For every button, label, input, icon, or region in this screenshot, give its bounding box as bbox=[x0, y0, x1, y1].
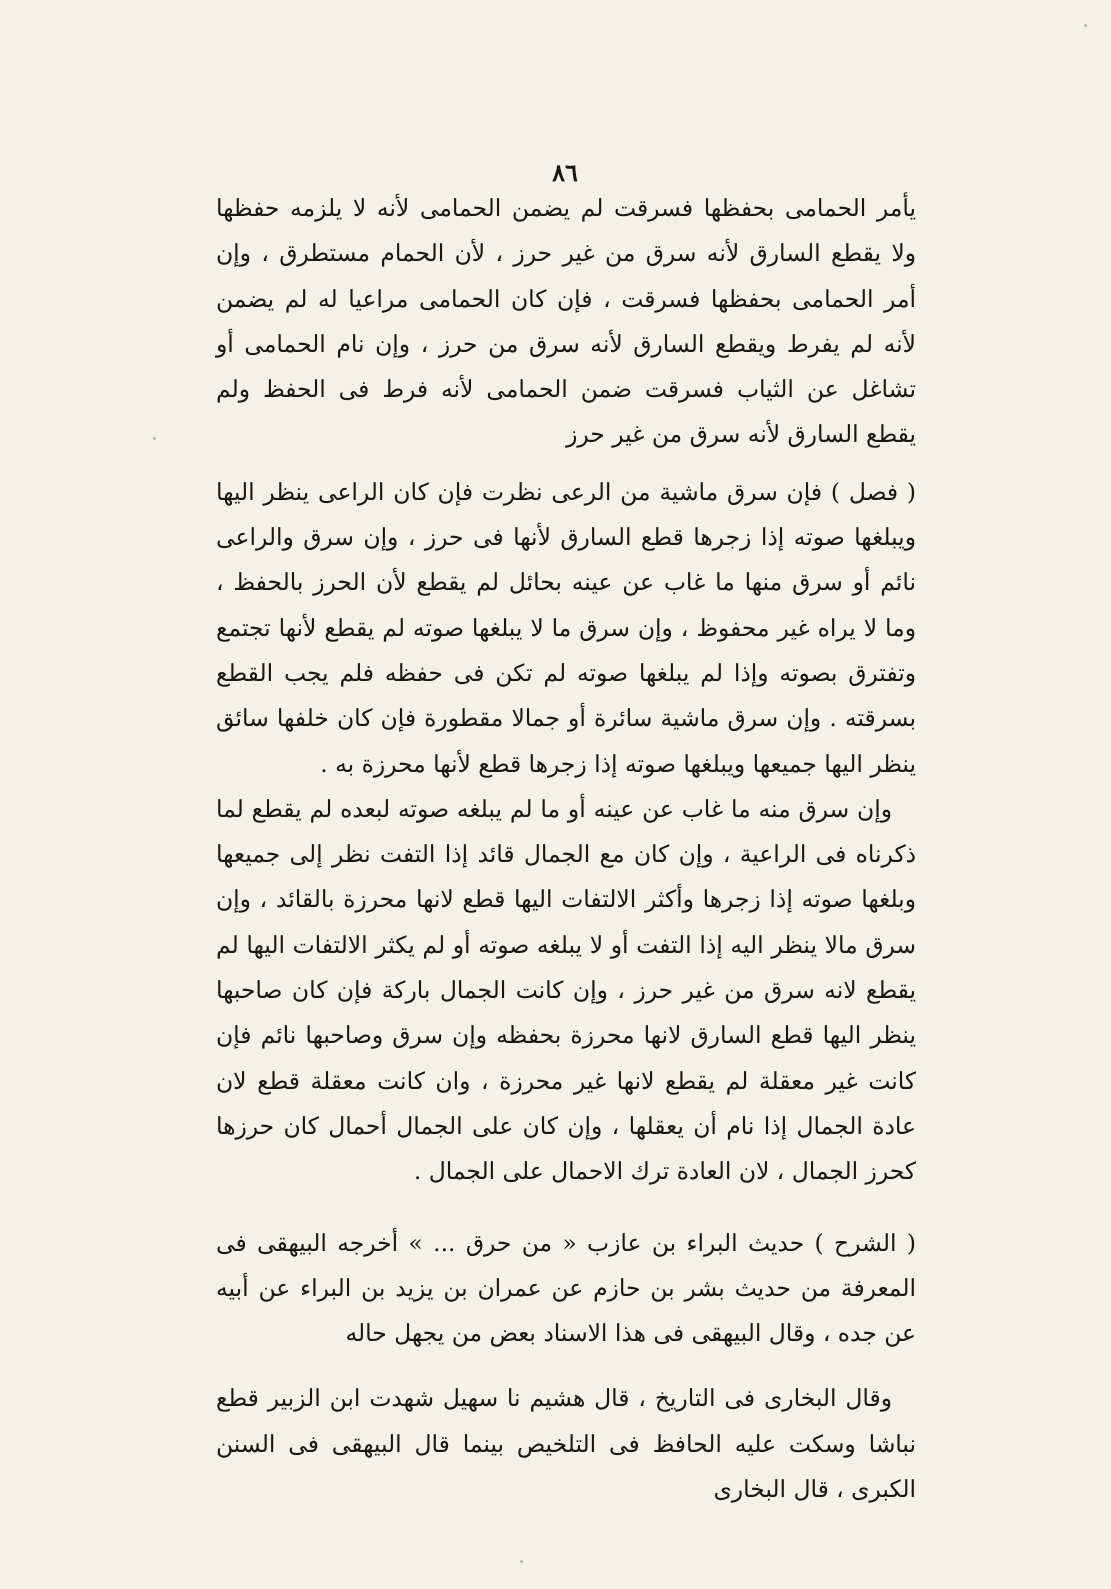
body-text bbox=[216, 186, 916, 1512]
scan-speck bbox=[520, 1560, 523, 1563]
paragraph-bukhari: وقال البخارى فى التاريخ ، قال هشيم نا سهيل شهدت ابن الزبير قطع نباشا وسكت عليه الحافظ فى التلخيص بينما قال البيهقى فى السنن الكبرى ، قال البخارى bbox=[216, 1384, 916, 1504]
scan-speck bbox=[1084, 24, 1087, 27]
paragraph-hammam: يأمر الحمامى بحفظها فسرقت لم يضمن الحمامى لأنه لا يلزمه حفظها ولا يقطع السارق لأنه سرق من غير حرز ، لأن الحمام مستطرق ، وإن أمر الحمامى بحفظها فسرقت ، فإن كان الحمامى مراعيا له لم يضمن لأنه لم يفرط ويقطع السارق لأنه سرق من حرز ، وإن نام الحمامى أو تشاغل عن الثياب فسرقت ضمن الحمامى لأنه فرط فى الحفظ ولم يقطع السارق لأنه سرق من غير حرز bbox=[216, 194, 916, 449]
page-number: ٨٦ bbox=[552, 158, 578, 187]
paragraph-camels: وإن سرق منه ما غاب عن عينه أو ما لم يبلغه صوته لبعده لم يقطع لما ذكرناه فى الراعية ، وإن كان مع الجمال قائد إذا التفت نظر إلى جميعها وبلغها صوته إذا زجرها وأكثر الالتفات اليها قطع لانها محرزة بالقائد ، وإن سرق مالا ينظر اليه إذا التفت أو لا يبلغه صوته أو لم يكثر الالتفات اليها لم يقطع لانه سرق من غير حرز ، وإن كانت الجمال باركة فإن كان صاحبها ينظر اليها قطع السارق لانها محرزة بحفظه وإن سرق وصاحبها نائم فإن كانت غير معقلة لم يقطع لانها غير محرزة ، وان كانت معقلة قطع لان عادة الجمال إذا نام أن يعقلها ، وإن كان على الجمال أحمال كان حرزها كحرز الجمال ، لان العادة ترك الاحمال على الجمال . bbox=[216, 794, 916, 1186]
scan-speck bbox=[153, 437, 156, 440]
paragraph-sharh: ( الشرح ) حديث البراء بن عازب « من حرق ... » أخرجه البيهقى فى المعرفة من حديث بشر بن حازم عن عمران بن يزيد بن البراء عن أبيه عن جده ، وقال البيهقى فى هذا الاسناد بعض من يجهل حاله bbox=[216, 1228, 916, 1348]
paragraph-fasl-livestock: ( فصل ) فإن سرق ماشية من الرعى نظرت فإن كان الراعى ينظر اليها ويبلغها صوته إذا زجرها قطع السارق لأنها فى حرز ، وإن سرق والراعى نائم أو سرق منها ما غاب عن عينه بحائل لم يقطع لأن الحرز بالحفظ ، وما لا يراه غير محفوظ ، وإن سرق ما لا يبلغها صوته لم يقطع لأنها تجتمع وتفترق بصوته وإذا لم يبلغها صوته لم تكن فى حفظه فلم يجب القطع بسرقته . وإن سرق ماشية سائرة أو جمالا مقطورة فإن كان خلفها سائق ينظر اليها جميعها ويبلغها صوته إذا زجرها قطع لأنها محرزة به . bbox=[216, 477, 916, 778]
